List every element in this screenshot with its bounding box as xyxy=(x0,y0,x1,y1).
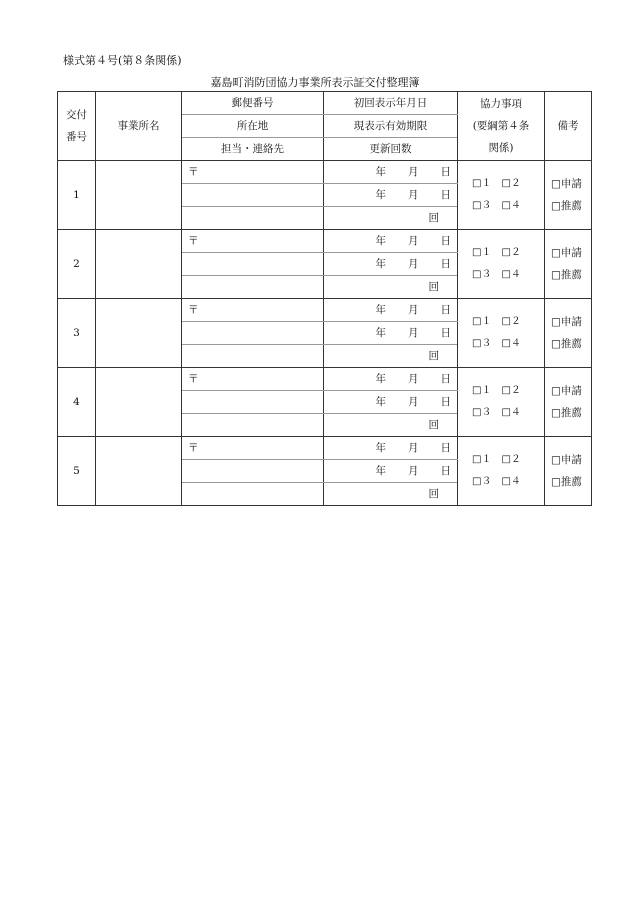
address-cell[interactable] xyxy=(182,184,324,207)
times-label: 回 xyxy=(428,212,439,224)
postal-code-cell[interactable]: 〒 xyxy=(182,299,324,322)
month-label: 月 xyxy=(408,258,419,270)
business-name-cell[interactable] xyxy=(96,230,182,299)
cooperation-checkboxes[interactable]: □１ □２ □３ □４ xyxy=(458,230,545,299)
first-display-date-cell[interactable] xyxy=(324,437,458,460)
header-renewals: 更新回数 xyxy=(324,138,458,161)
month-label: 月 xyxy=(408,465,419,477)
address-cell[interactable] xyxy=(182,322,324,345)
header-row-1 xyxy=(58,92,592,115)
issue-number: 2 xyxy=(58,230,96,299)
month-label: 月 xyxy=(408,442,419,454)
remarks-checkboxes[interactable]: □申請 □推薦 xyxy=(545,161,592,230)
month-label: 月 xyxy=(408,166,419,178)
business-name-cell[interactable] xyxy=(96,161,182,230)
header-validity: 現表示有効期限 xyxy=(324,115,458,138)
table-row xyxy=(58,230,592,253)
day-label: 日 xyxy=(440,166,451,178)
year-label: 年 xyxy=(375,465,386,477)
postal-code-cell[interactable]: 〒 xyxy=(182,230,324,253)
validity-date-cell[interactable] xyxy=(324,184,458,207)
first-display-date-cell[interactable] xyxy=(324,161,458,184)
cooperation-checkboxes[interactable]: □１ □２ □３ □４ xyxy=(458,368,545,437)
year-label: 年 xyxy=(375,442,386,454)
renewal-count-cell[interactable] xyxy=(324,414,458,437)
first-display-date-cell[interactable] xyxy=(324,299,458,322)
cooperation-checkboxes[interactable]: □１ □２ □３ □４ xyxy=(458,161,545,230)
validity-date-cell[interactable] xyxy=(324,460,458,483)
renewal-count-cell[interactable] xyxy=(324,276,458,299)
year-label: 年 xyxy=(375,327,386,339)
renewal-count-cell[interactable] xyxy=(324,345,458,368)
times-label: 回 xyxy=(428,419,439,431)
issue-number: 1 xyxy=(58,161,96,230)
cooperation-checkboxes[interactable]: □１ □２ □３ □４ xyxy=(458,299,545,368)
times-label: 回 xyxy=(428,281,439,293)
ledger-table xyxy=(57,91,592,506)
header-cooperation: 協力事項 (要綱第４条 関係) xyxy=(458,92,545,161)
address-cell[interactable] xyxy=(182,253,324,276)
day-label: 日 xyxy=(440,189,451,201)
address-cell[interactable] xyxy=(182,460,324,483)
issue-number: 3 xyxy=(58,299,96,368)
document-title: 嘉島町消防団協力事業所表示証交付整理簿 xyxy=(210,76,420,89)
contact-cell[interactable] xyxy=(182,207,324,230)
contact-cell[interactable] xyxy=(182,345,324,368)
validity-date-cell[interactable] xyxy=(324,253,458,276)
remarks-checkboxes[interactable]: □申請 □推薦 xyxy=(545,299,592,368)
postal-code-cell[interactable]: 〒 xyxy=(182,161,324,184)
day-label: 日 xyxy=(440,235,451,247)
year-label: 年 xyxy=(375,235,386,247)
remarks-checkboxes[interactable]: □申請 □推薦 xyxy=(545,437,592,506)
remarks-checkboxes[interactable]: □申請 □推薦 xyxy=(545,230,592,299)
postal-code-cell[interactable]: 〒 xyxy=(182,437,324,460)
table-row xyxy=(58,161,592,184)
times-label: 回 xyxy=(428,488,439,500)
year-label: 年 xyxy=(375,258,386,270)
cooperation-checkboxes[interactable]: □１ □２ □３ □４ xyxy=(458,437,545,506)
form-number: 様式第４号(第８条関係) xyxy=(63,54,182,67)
business-name-cell[interactable] xyxy=(96,437,182,506)
year-label: 年 xyxy=(375,166,386,178)
header-business-name: 事業所名 xyxy=(96,92,182,161)
day-label: 日 xyxy=(440,396,451,408)
business-name-cell[interactable] xyxy=(96,299,182,368)
day-label: 日 xyxy=(440,373,451,385)
issue-number: 4 xyxy=(58,368,96,437)
postal-code-cell[interactable]: 〒 xyxy=(182,368,324,391)
year-label: 年 xyxy=(375,373,386,385)
header-issue-no: 交付 番号 xyxy=(58,92,96,161)
year-label: 年 xyxy=(375,189,386,201)
contact-cell[interactable] xyxy=(182,414,324,437)
issue-number: 5 xyxy=(58,437,96,506)
header-contact: 担当・連絡先 xyxy=(182,138,324,161)
header-postal-code: 郵便番号 xyxy=(182,92,324,115)
renewal-count-cell[interactable] xyxy=(324,207,458,230)
header-address: 所在地 xyxy=(182,115,324,138)
times-label: 回 xyxy=(428,350,439,362)
first-display-date-cell[interactable] xyxy=(324,230,458,253)
table-row xyxy=(58,299,592,322)
month-label: 月 xyxy=(408,304,419,316)
address-cell[interactable] xyxy=(182,391,324,414)
remarks-checkboxes[interactable]: □申請 □推薦 xyxy=(545,368,592,437)
validity-date-cell[interactable] xyxy=(324,322,458,345)
header-remarks: 備考 xyxy=(545,92,592,161)
business-name-cell[interactable] xyxy=(96,368,182,437)
renewal-count-cell[interactable] xyxy=(324,483,458,506)
month-label: 月 xyxy=(408,373,419,385)
first-display-date-cell[interactable] xyxy=(324,368,458,391)
validity-date-cell[interactable] xyxy=(324,391,458,414)
contact-cell[interactable] xyxy=(182,276,324,299)
day-label: 日 xyxy=(440,304,451,316)
month-label: 月 xyxy=(408,396,419,408)
year-label: 年 xyxy=(375,304,386,316)
header-first-display-date: 初回表示年月日 xyxy=(324,92,458,115)
day-label: 日 xyxy=(440,258,451,270)
month-label: 月 xyxy=(408,189,419,201)
year-label: 年 xyxy=(375,396,386,408)
day-label: 日 xyxy=(440,442,451,454)
month-label: 月 xyxy=(408,327,419,339)
table-row xyxy=(58,368,592,391)
table-row xyxy=(58,437,592,460)
day-label: 日 xyxy=(440,327,451,339)
contact-cell[interactable] xyxy=(182,483,324,506)
day-label: 日 xyxy=(440,465,451,477)
month-label: 月 xyxy=(408,235,419,247)
